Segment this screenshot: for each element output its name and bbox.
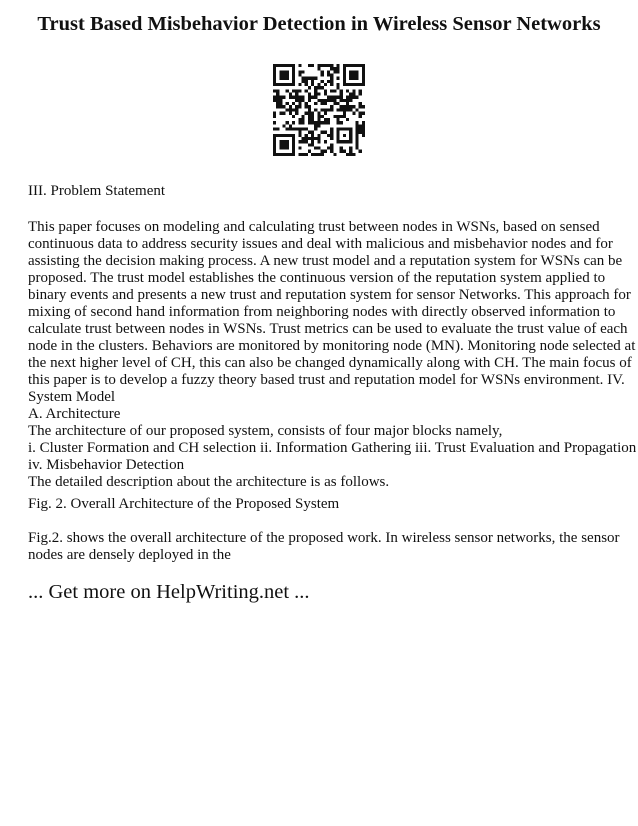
- paragraph-line: node in the clusters. Behaviors are monitored by monitoring node (MN). Monitoring node selected at: [28, 338, 636, 354]
- section-heading: III. Problem Statement: [28, 183, 166, 199]
- paragraph-line: proposed. The trust model establishes the continuous version of the reputation system applied to: [28, 270, 606, 286]
- paragraph-line: This paper focuses on modeling and calculating trust between nodes in WSNs, based on sensed: [28, 219, 600, 235]
- paragraph-line: The architecture of our proposed system, consists of four major blocks namely,: [28, 423, 503, 439]
- paragraph-figure-description: [28, 530, 620, 564]
- paragraph-line: binary events and presents a new trust and reputation system for sensor Networks. This approach for: [28, 287, 631, 303]
- paragraph-line: the next higher level of CH, this can also be changed dynamically along with CH. The main focus of: [28, 355, 632, 371]
- paragraph-line: The detailed description about the architecture is as follows.: [28, 474, 390, 490]
- figure-caption: Fig. 2. Overall Architecture of the Proposed System: [28, 496, 340, 512]
- paragraph-line: System Model: [28, 389, 116, 405]
- paragraph-line: iv. Misbehavior Detection: [28, 457, 185, 473]
- paragraph-line: mixing of second hand information from neighboring nodes with directly observed information to: [28, 304, 616, 320]
- paragraph-line: continuous data to address security issues and deal with malicious and misbehavior nodes and for: [28, 236, 613, 252]
- paragraph-line: assisting the decision making process. A new trust model and a reputation system for WSNs can be: [28, 253, 623, 269]
- get-more-link[interactable]: ... Get more on HelpWriting.net ...: [28, 581, 310, 603]
- paragraph-line: Fig.2. shows the overall architecture of the proposed work. In wireless sensor networks, the sensor: [28, 530, 620, 546]
- paragraph-line: calculate trust between nodes in WSNs. Trust metrics can be used to evaluate the trust value of each: [28, 321, 628, 337]
- qr-code-icon: [273, 64, 365, 156]
- paragraph-line: nodes are densely deployed in the: [28, 547, 231, 563]
- paragraph-line: A. Architecture: [28, 406, 121, 422]
- document-title: Trust Based Misbehavior Detection in Wireless Sensor Networks: [37, 13, 601, 35]
- paragraph-main: [28, 219, 637, 491]
- paragraph-line: this paper is to develop a fuzzy theory based trust and reputation model for WSNs environment. IV.: [28, 372, 625, 388]
- paragraph-line: i. Cluster Formation and CH selection ii. Information Gathering iii. Trust Evaluation and Propagation: [28, 440, 637, 456]
